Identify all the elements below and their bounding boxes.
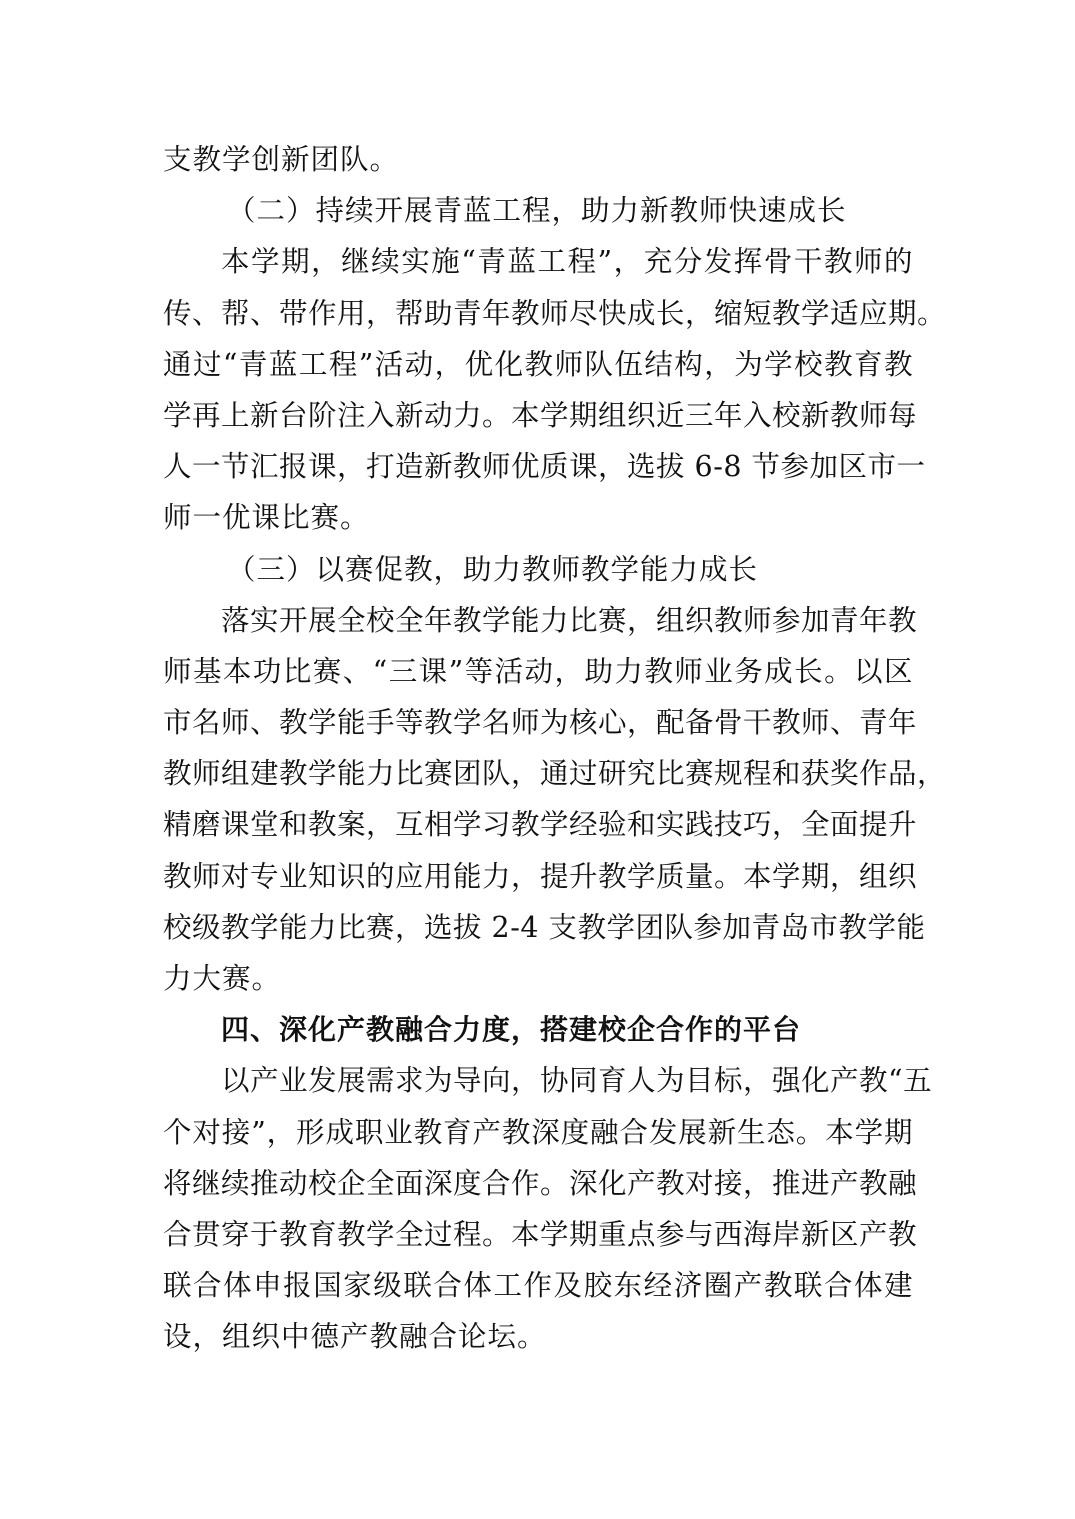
paragraph-line: 支教学创新团队。 xyxy=(163,143,400,176)
paragraph-line: 联合体申报国家级联合体工作及胶东经济圈产教联合体建 xyxy=(163,1269,913,1303)
paragraph-line: 人一节汇报课，打造新教师优质课，选拔 6-8 节参加区市一 xyxy=(163,450,926,484)
paragraph-line: 市名师、教学能手等教学名师为核心，配备骨干教师、青年 xyxy=(163,706,918,740)
subheading-two: （二）持续开展青蓝工程，助力新教师快速成长 xyxy=(227,194,847,228)
section-heading-four: 四、深化产教融合力度，搭建校企合作的平台 xyxy=(221,1013,802,1047)
paragraph-line: 学再上新台阶注入新动力。本学期组织近三年入校新教师每 xyxy=(163,398,918,432)
paragraph-line: 校级教学能力比赛，选拔 2-4 支教学团队参加青岛市教学能 xyxy=(163,910,926,944)
paragraph-line: 合贯穿于教育教学全过程。本学期重点参与西海岸新区产教 xyxy=(163,1217,918,1251)
paragraph-line: 力大赛。 xyxy=(163,962,282,995)
paragraph-line: 教师组建教学能力比赛团队，通过研究比赛规程和获奖作品， xyxy=(163,757,947,791)
paragraph-line: 教师对专业知识的应用能力，提升教学质量。本学期，组织 xyxy=(163,859,918,893)
document-page xyxy=(163,134,947,1363)
paragraph-line: 落实开展全校全年教学能力比赛，组织教师参加青年教 xyxy=(221,603,918,637)
paragraph-line: 将继续推动校企全面深度合作。深化产教对接，推进产教融 xyxy=(163,1166,918,1200)
paragraph-line: 以产业发展需求为导向，协同育人为目标，强化产教“五 xyxy=(221,1064,933,1098)
paragraph-line: 通过“青蓝工程”活动，优化教师队伍结构，为学校教育教 xyxy=(163,347,913,381)
subheading-three: （三）以赛促教，助力教师教学能力成长 xyxy=(227,552,759,586)
paragraph-line: 个对接”，形成职业教育产教深度融合发展新生态。本学期 xyxy=(163,1115,913,1149)
paragraph-line: 设，组织中德产教融合论坛。 xyxy=(163,1320,547,1354)
paragraph-line: 精磨课堂和教案，互相学习教学经验和实践技巧，全面提升 xyxy=(163,808,918,842)
paragraph-line: 师一优课比赛。 xyxy=(163,501,370,535)
paragraph-line: 师基本功比赛、“三课”等活动，助力教师业务成长。以区 xyxy=(163,654,913,688)
paragraph-line: 传、帮、带作用，帮助青年教师尽快成长，缩短教学适应期。 xyxy=(163,296,947,330)
paragraph-line: 本学期，继续实施“青蓝工程”，充分发挥骨干教师的 xyxy=(221,245,913,279)
